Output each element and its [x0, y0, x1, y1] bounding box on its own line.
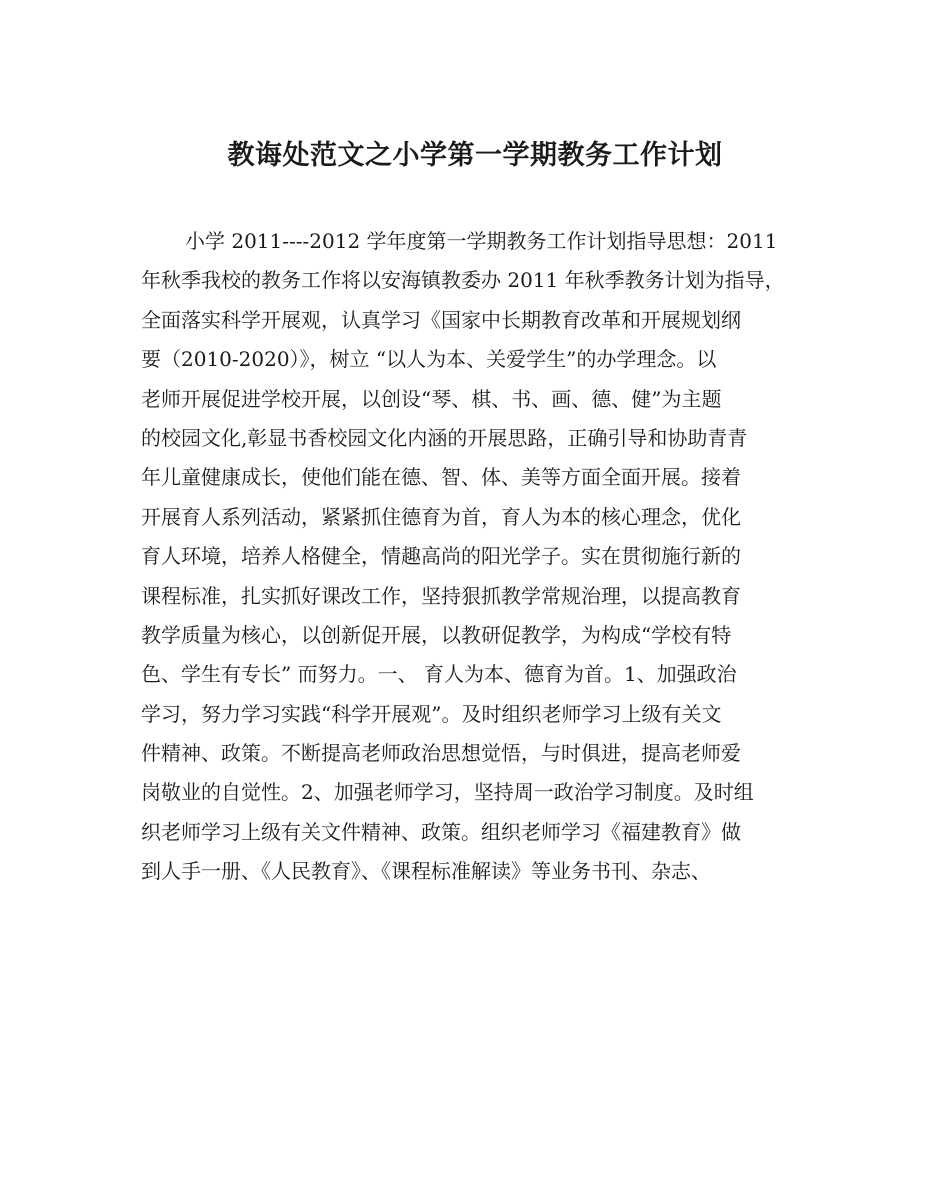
body-line: 的校园文化,彰显书香校园文化内涵的开展思路，正确引导和协助青青	[141, 425, 748, 450]
body-line: 育人环境，培养人格健全，情趣高尚的阳光学子。实在贯彻施行新的	[141, 544, 741, 569]
document-body	[141, 222, 821, 892]
body-line: 全面落实科学开展观，认真学习《国家中长期教育改革和开展规划纲	[141, 307, 741, 332]
body-line: 教学质量为核心，以创新促开展，以教研促教学，为构成“学校有特	[141, 622, 732, 647]
body-line: 开展育人系列活动，紧紧抓住德育为首，育人为本的核心理念，优化	[141, 504, 741, 529]
body-line: 年儿童健康成长，使他们能在德、智、体、美等方面全面开展。接着	[141, 465, 741, 490]
body-line: 要（2010-2020）》，树立 “以人为本、关爱学生”的办学理念。以	[141, 347, 717, 372]
body-line: 老师开展促进学校开展，以创设“琴、棋、书、画、德、健”为主题	[141, 386, 722, 411]
document-title: 教诲处范文之小学第一学期教务工作计划	[227, 140, 723, 171]
body-line: 岗敬业的自觉性。2、加强老师学习，坚持周一政治学习制度。及时组	[141, 780, 754, 805]
body-line: 织老师学习上级有关文件精神、政策。组织老师学习《福建教育》做	[141, 819, 741, 844]
body-line: 小学 2011----2012 学年度第一学期教务工作计划指导思想：2011	[185, 229, 778, 253]
body-line: 学习，努力学习实践“科学开展观”。及时组织老师学习上级有关文	[141, 701, 722, 726]
body-line: 色、学生有专长” 而努力。一、 育人为本、德育为首。1、加强政治	[141, 662, 737, 687]
body-line: 件精神、政策。不断提高老师政治思想觉悟，与时俱进，提高老师爱	[141, 741, 741, 766]
body-line: 课程标准，扎实抓好课改工作，坚持狠抓教学常规治理，以提高教育	[141, 583, 741, 608]
body-line: 年秋季我校的教务工作将以安海镇教委办 2011 年秋季教务计划为指导，	[141, 268, 785, 293]
body-line: 到人手一册、《人民教育》、《课程标准解读》等业务书刊、杂志、	[141, 859, 711, 884]
